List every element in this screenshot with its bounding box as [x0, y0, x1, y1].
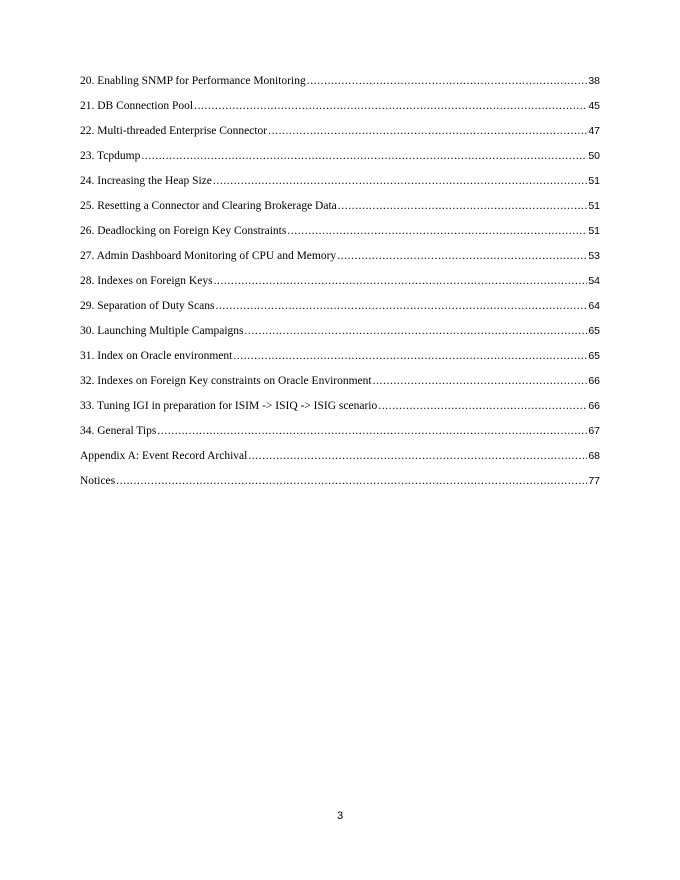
toc-entry[interactable]	[80, 175, 600, 200]
toc-entry[interactable]	[80, 425, 600, 450]
toc-entry-page: 51	[588, 200, 600, 212]
toc-entry-title: Appendix A: Event Record Archival	[80, 450, 248, 462]
toc-dot-leader	[194, 100, 587, 112]
toc-entry-page: 51	[588, 175, 600, 187]
toc-entry[interactable]	[80, 150, 600, 175]
toc-entry[interactable]	[80, 75, 600, 100]
toc-entry-title: 20. Enabling SNMP for Performance Monitoring	[80, 75, 306, 87]
toc-entry[interactable]	[80, 125, 600, 150]
toc-entry[interactable]	[80, 400, 600, 425]
toc-entry-page: 54	[588, 275, 600, 287]
toc-entry[interactable]	[80, 225, 600, 250]
toc-entry-page: 47	[588, 125, 600, 137]
toc-dot-leader	[337, 250, 587, 262]
toc-entry-page: 53	[588, 250, 600, 262]
toc-entry-page: 77	[588, 475, 600, 487]
toc-dot-leader	[373, 375, 588, 387]
toc-entry-page: 64	[588, 300, 600, 312]
toc-entry[interactable]	[80, 200, 600, 225]
toc-entry-page: 68	[588, 450, 600, 462]
toc-entry[interactable]	[80, 275, 600, 300]
toc-dot-leader	[141, 150, 587, 162]
toc-entry[interactable]	[80, 325, 600, 350]
toc-entry-title: 32. Indexes on Foreign Key constraints on Oracle Environment	[80, 375, 372, 387]
toc-dot-leader	[116, 475, 587, 487]
toc-entry[interactable]	[80, 300, 600, 325]
toc-entry-page: 45	[588, 100, 600, 112]
toc-entry-title: 30. Launching Multiple Campaigns	[80, 325, 244, 337]
page-number: 3	[336, 810, 344, 822]
toc-entry-page: 65	[588, 350, 600, 362]
toc-entry-page: 50	[588, 150, 600, 162]
toc-entry-page: 66	[588, 375, 600, 387]
toc-entry-title: 25. Resetting a Connector and Clearing Brokerage Data	[80, 200, 337, 212]
toc-entry-title: 34. General Tips	[80, 425, 157, 437]
toc-dot-leader	[213, 175, 587, 187]
toc-entry-page: 38	[588, 75, 600, 87]
table-of-contents	[80, 75, 600, 500]
toc-entry-title: Notices	[80, 475, 116, 487]
toc-entry[interactable]	[80, 375, 600, 400]
toc-entry-title: 23. Tcpdump	[80, 150, 141, 162]
toc-dot-leader	[378, 400, 587, 412]
toc-dot-leader	[157, 425, 587, 437]
toc-dot-leader	[307, 75, 588, 87]
toc-entry-title: 26. Deadlocking on Foreign Key Constraints	[80, 225, 287, 237]
toc-dot-leader	[214, 275, 588, 287]
toc-dot-leader	[338, 200, 588, 212]
toc-entry-title: 29. Separation of Duty Scans	[80, 300, 215, 312]
toc-entry-title: 24. Increasing the Heap Size	[80, 175, 212, 187]
toc-entry[interactable]	[80, 450, 600, 475]
toc-entry-title: 33. Tuning IGI in preparation for ISIM -> ISIQ -> ISIG scenario	[80, 400, 378, 412]
toc-entry-title: 27. Admin Dashboard Monitoring of CPU and Memory	[80, 250, 337, 262]
toc-dot-leader	[233, 350, 587, 362]
toc-dot-leader	[268, 125, 587, 137]
toc-dot-leader	[248, 450, 587, 462]
toc-entry[interactable]	[80, 350, 600, 375]
toc-entry-page: 51	[588, 225, 600, 237]
toc-entry-title: 22. Multi-threaded Enterprise Connector	[80, 125, 268, 137]
toc-entry-title: 31. Index on Oracle environment	[80, 350, 233, 362]
toc-entry-page: 65	[588, 325, 600, 337]
toc-dot-leader	[287, 225, 587, 237]
toc-entry[interactable]	[80, 100, 600, 125]
toc-entry[interactable]	[80, 475, 600, 500]
toc-entry-page: 67	[588, 425, 600, 437]
toc-entry-title: 28. Indexes on Foreign Keys	[80, 275, 213, 287]
toc-entry-page: 66	[588, 400, 600, 412]
toc-dot-leader	[245, 325, 588, 337]
toc-entry-title: 21. DB Connection Pool	[80, 100, 194, 112]
toc-entry[interactable]	[80, 250, 600, 275]
toc-dot-leader	[215, 300, 587, 312]
